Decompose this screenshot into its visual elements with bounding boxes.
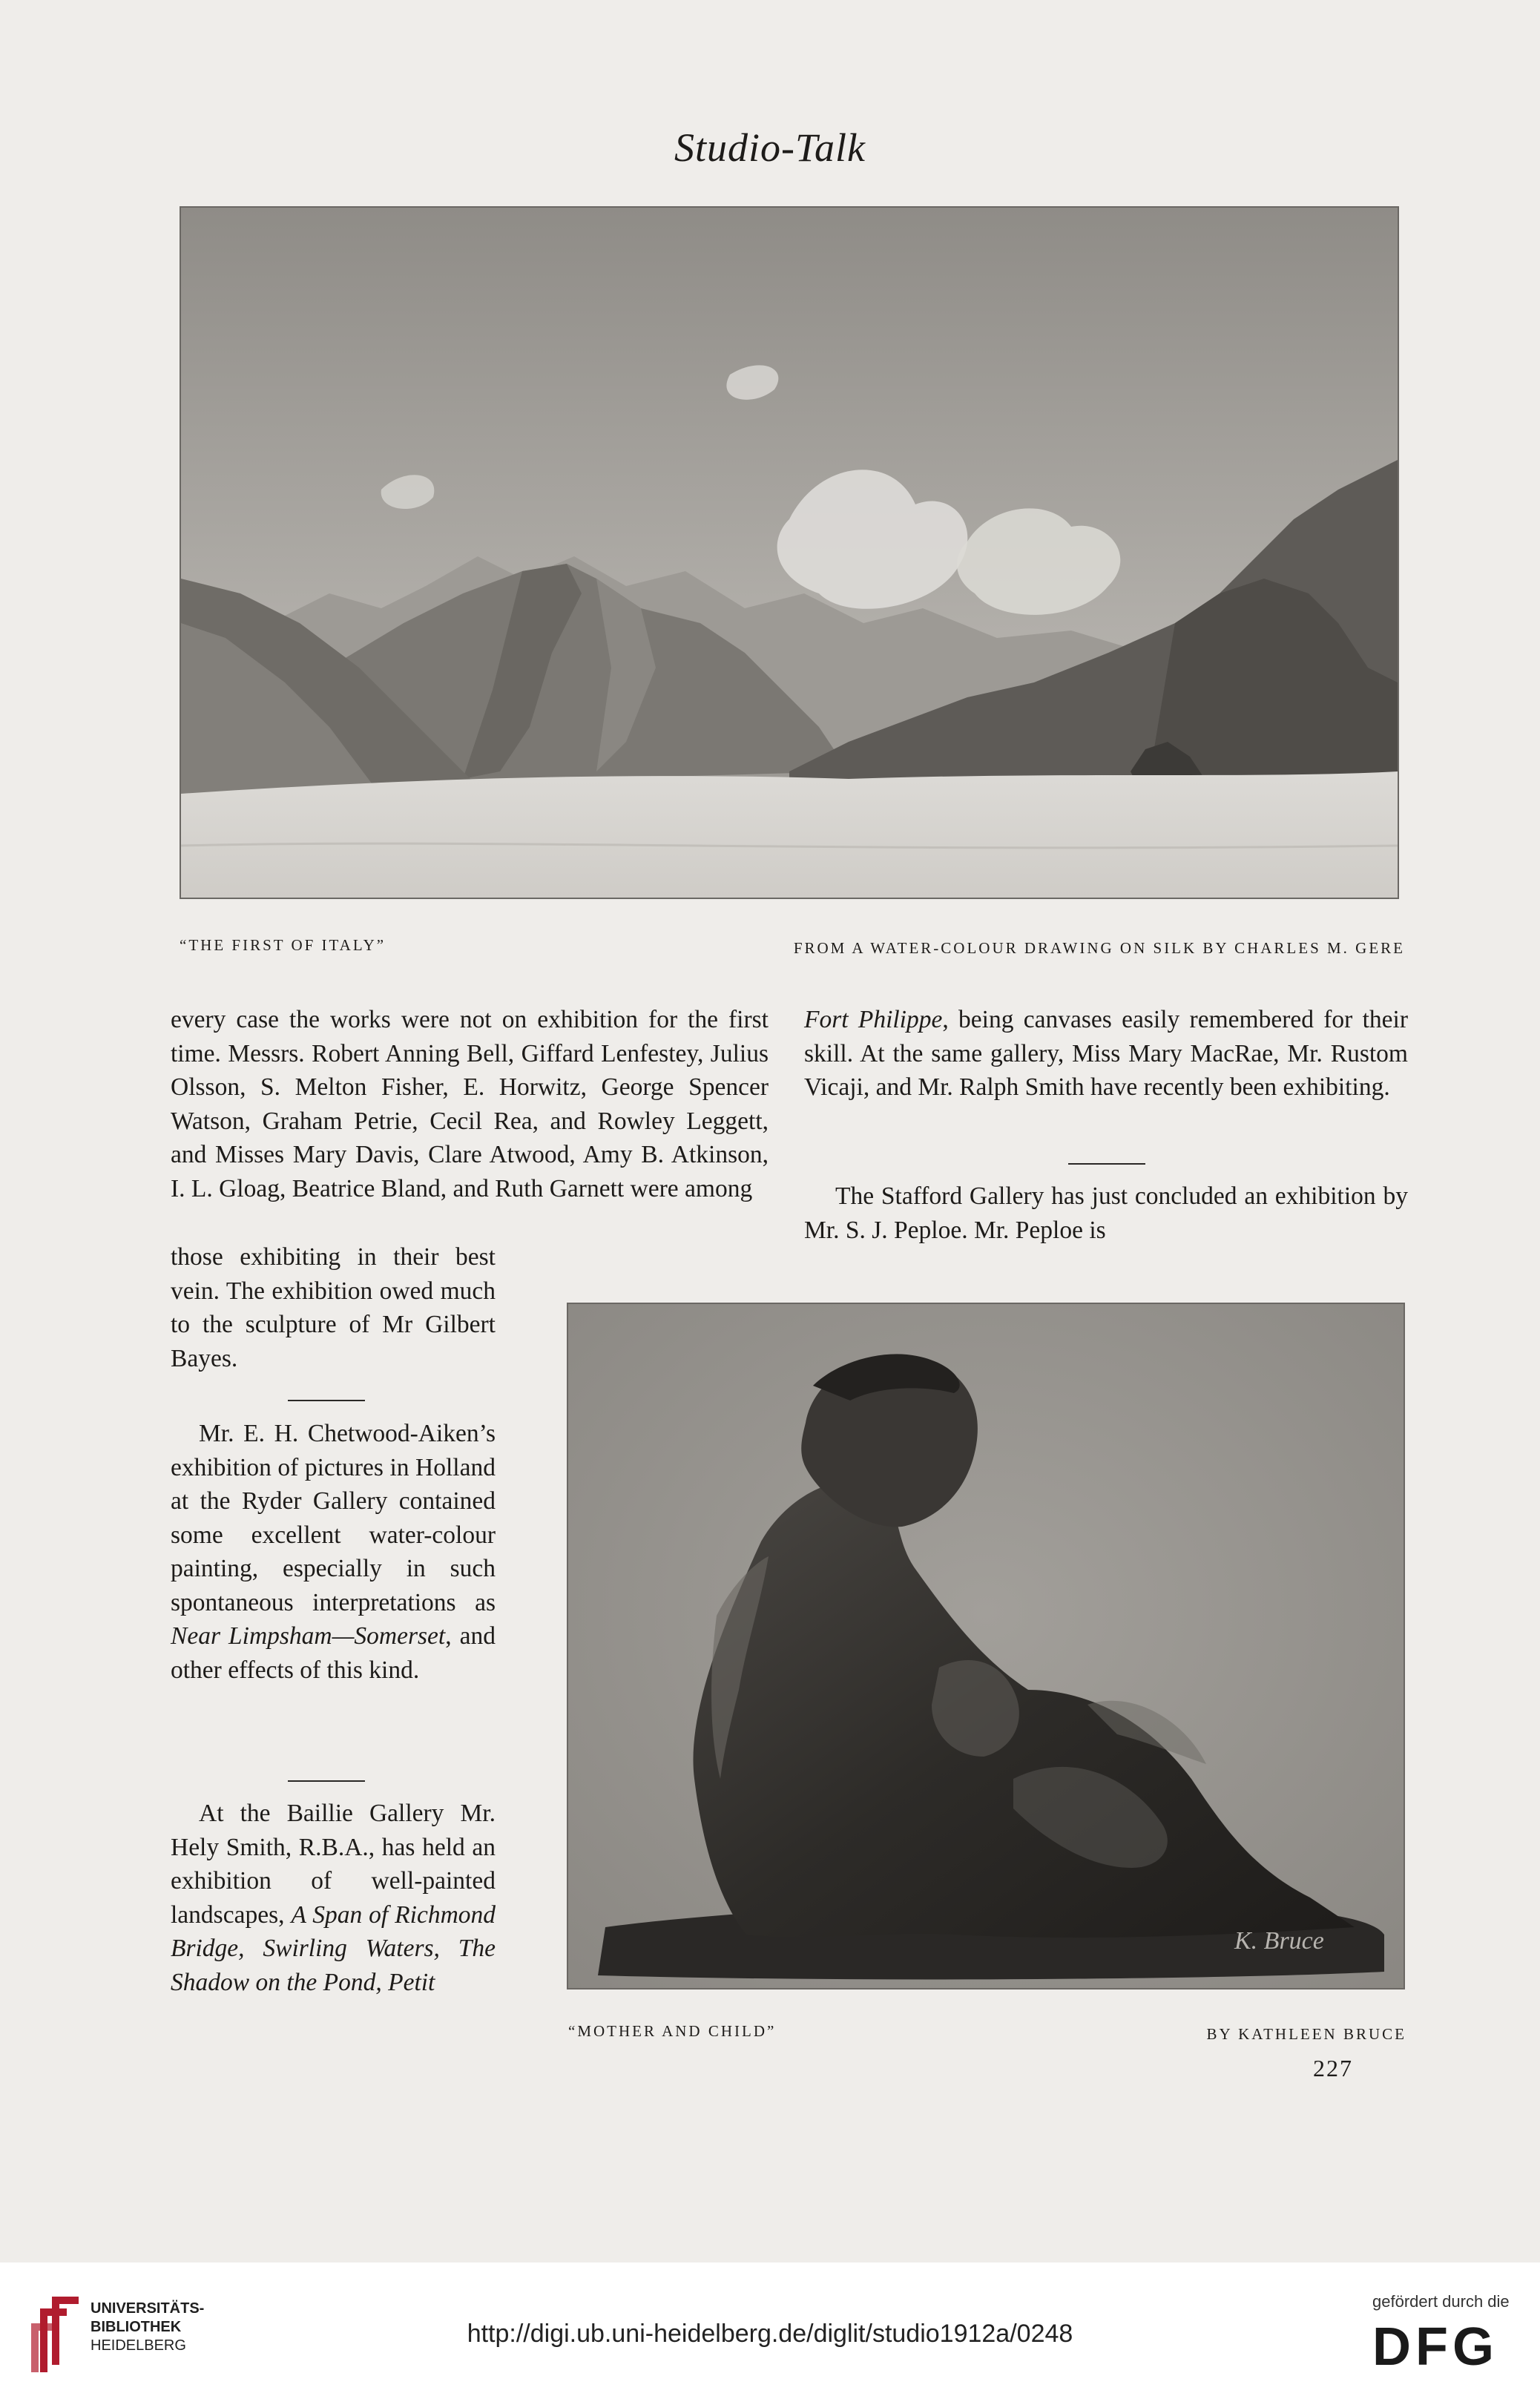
running-title: Studio-Talk [674, 125, 866, 170]
paragraph: The Stafford Gallery has just concluded an exhibition by Mr. S. J. Peploe. Mr. Peploe is [804, 1182, 1408, 1244]
paragraph: Mr. E. H. Chetwood-Aiken’s exhibition of pictures in Holland at the Ryder Gallery contained some excellent water-colour painting, especially in such spontaneous interpretations as Near Limpsham—Somerset, and other effects of this kind. [171, 1420, 496, 1684]
section-divider [288, 1780, 365, 1782]
paragraph: every case the works were not on exhibition for the first time. Messrs. Robert Anning Bell, Giffard Lenfestey, Julius Olsson, S. Melton Fisher, E. Horwitz, George Spencer Watson, Graham Petrie, Cecil Rea, and Rowley Leggett, and Misses Mary Davis, Clare Atwood, Amy B. Atkinson, I. L. Gloag, Beatrice Bland, and Ruth Garnett were among [171, 1006, 769, 1202]
paragraph: those exhibiting in their best vein. The exhibition owed much to the sculpture of Mr Gilbert Bayes. [171, 1243, 496, 1372]
landscape-caption-credit: FROM A WATER-COLOUR DRAWING ON SILK BY CHARLES M. GERE [793, 939, 1405, 957]
sculpture-plate [567, 1303, 1405, 1989]
left-column-text [171, 1003, 769, 1205]
dfg-logo: DFG [1372, 2317, 1498, 2377]
funding-note: gefördert durch die [1372, 2292, 1510, 2311]
section-divider [1068, 1163, 1145, 1165]
sculpture-caption-title: “MOTHER AND CHILD” [568, 2022, 777, 2040]
right-column-text [804, 1003, 1408, 1105]
artist-signature: K. Bruce [1234, 1927, 1324, 1955]
paragraph: At the Baillie Gallery Mr. Hely Smith, R.B.A., has held an exhibition of well-painted landscapes, A Span of Richmond Bridge, Swirling Waters, The Shadow on the Pond, Petit [171, 1800, 496, 1996]
landscape-illustration [181, 208, 1398, 898]
landscape-caption-title: “THE FIRST OF ITALY” [180, 936, 386, 954]
sculpture-caption-credit: BY KATHLEEN BRUCE [1206, 2025, 1406, 2043]
section-divider [288, 1400, 365, 1401]
left-column-narrow [171, 1240, 496, 1375]
landscape-plate [180, 206, 1399, 899]
source-url[interactable]: http://digi.ub.uni-heidelberg.de/diglit/studio1912a/0248 [467, 2320, 1073, 2348]
right-column-text [804, 1179, 1408, 1247]
paragraph: Fort Philippe, being canvases easily remembered for their skill. At the same gallery, Miss Mary MacRae, Mr. Rustom Vicaji, and Mr. Ralph Smith have recently been exhibiting. [804, 1006, 1409, 1101]
left-column-narrow [171, 1417, 496, 1687]
sculpture-illustration [568, 1304, 1404, 1988]
page-number: 227 [1313, 2055, 1353, 2081]
left-column-narrow [171, 1797, 496, 1999]
library-name: UNIVERSITÄTS- BIBLIOTHEK HEIDELBERG [91, 2300, 205, 2354]
